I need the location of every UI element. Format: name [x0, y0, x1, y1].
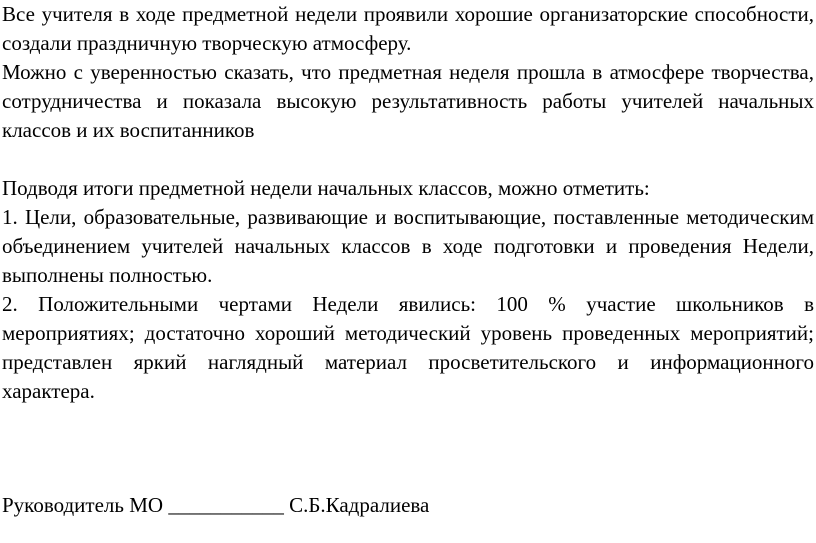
paragraph-week-results: Можно с уверенностью сказать, что предметная неделя прошла в атмосфере творчества, сотрудничества и показала высокую результативность работы учителей начальных классов и их воспитанников	[2, 60, 814, 142]
blank-line	[2, 145, 814, 174]
paragraph-goals-item: 1. Цели, образовательные, развивающие и воспитывающие, поставленные методическим объединением учителей начальных классов в ходе подготовки и проведения Недели, выполнены полностью.	[2, 205, 814, 287]
signature-blank: ___________	[168, 493, 284, 517]
document-body	[2, 0, 814, 406]
signature-name: С.Б.Кадралиева	[289, 493, 430, 517]
paragraph-positive-features-item: 2. Положительными чертами Недели явились: 100 % участие школьников в мероприятиях; достаточно хороший методический уровень проведенных мероприятий; представлен яркий наглядный материал просветительского и информационного характера.	[2, 292, 814, 403]
paragraph-teachers-skills: Все учителя в ходе предметной недели проявили хорошие организаторские способности, создали праздничную творческую атмосферу.	[2, 2, 814, 55]
signature-line	[2, 491, 429, 520]
signature-role: Руководитель МО	[2, 493, 164, 517]
paragraph-summary-intro: Подводя итоги предметной недели начальных классов, можно отметить:	[2, 176, 650, 200]
